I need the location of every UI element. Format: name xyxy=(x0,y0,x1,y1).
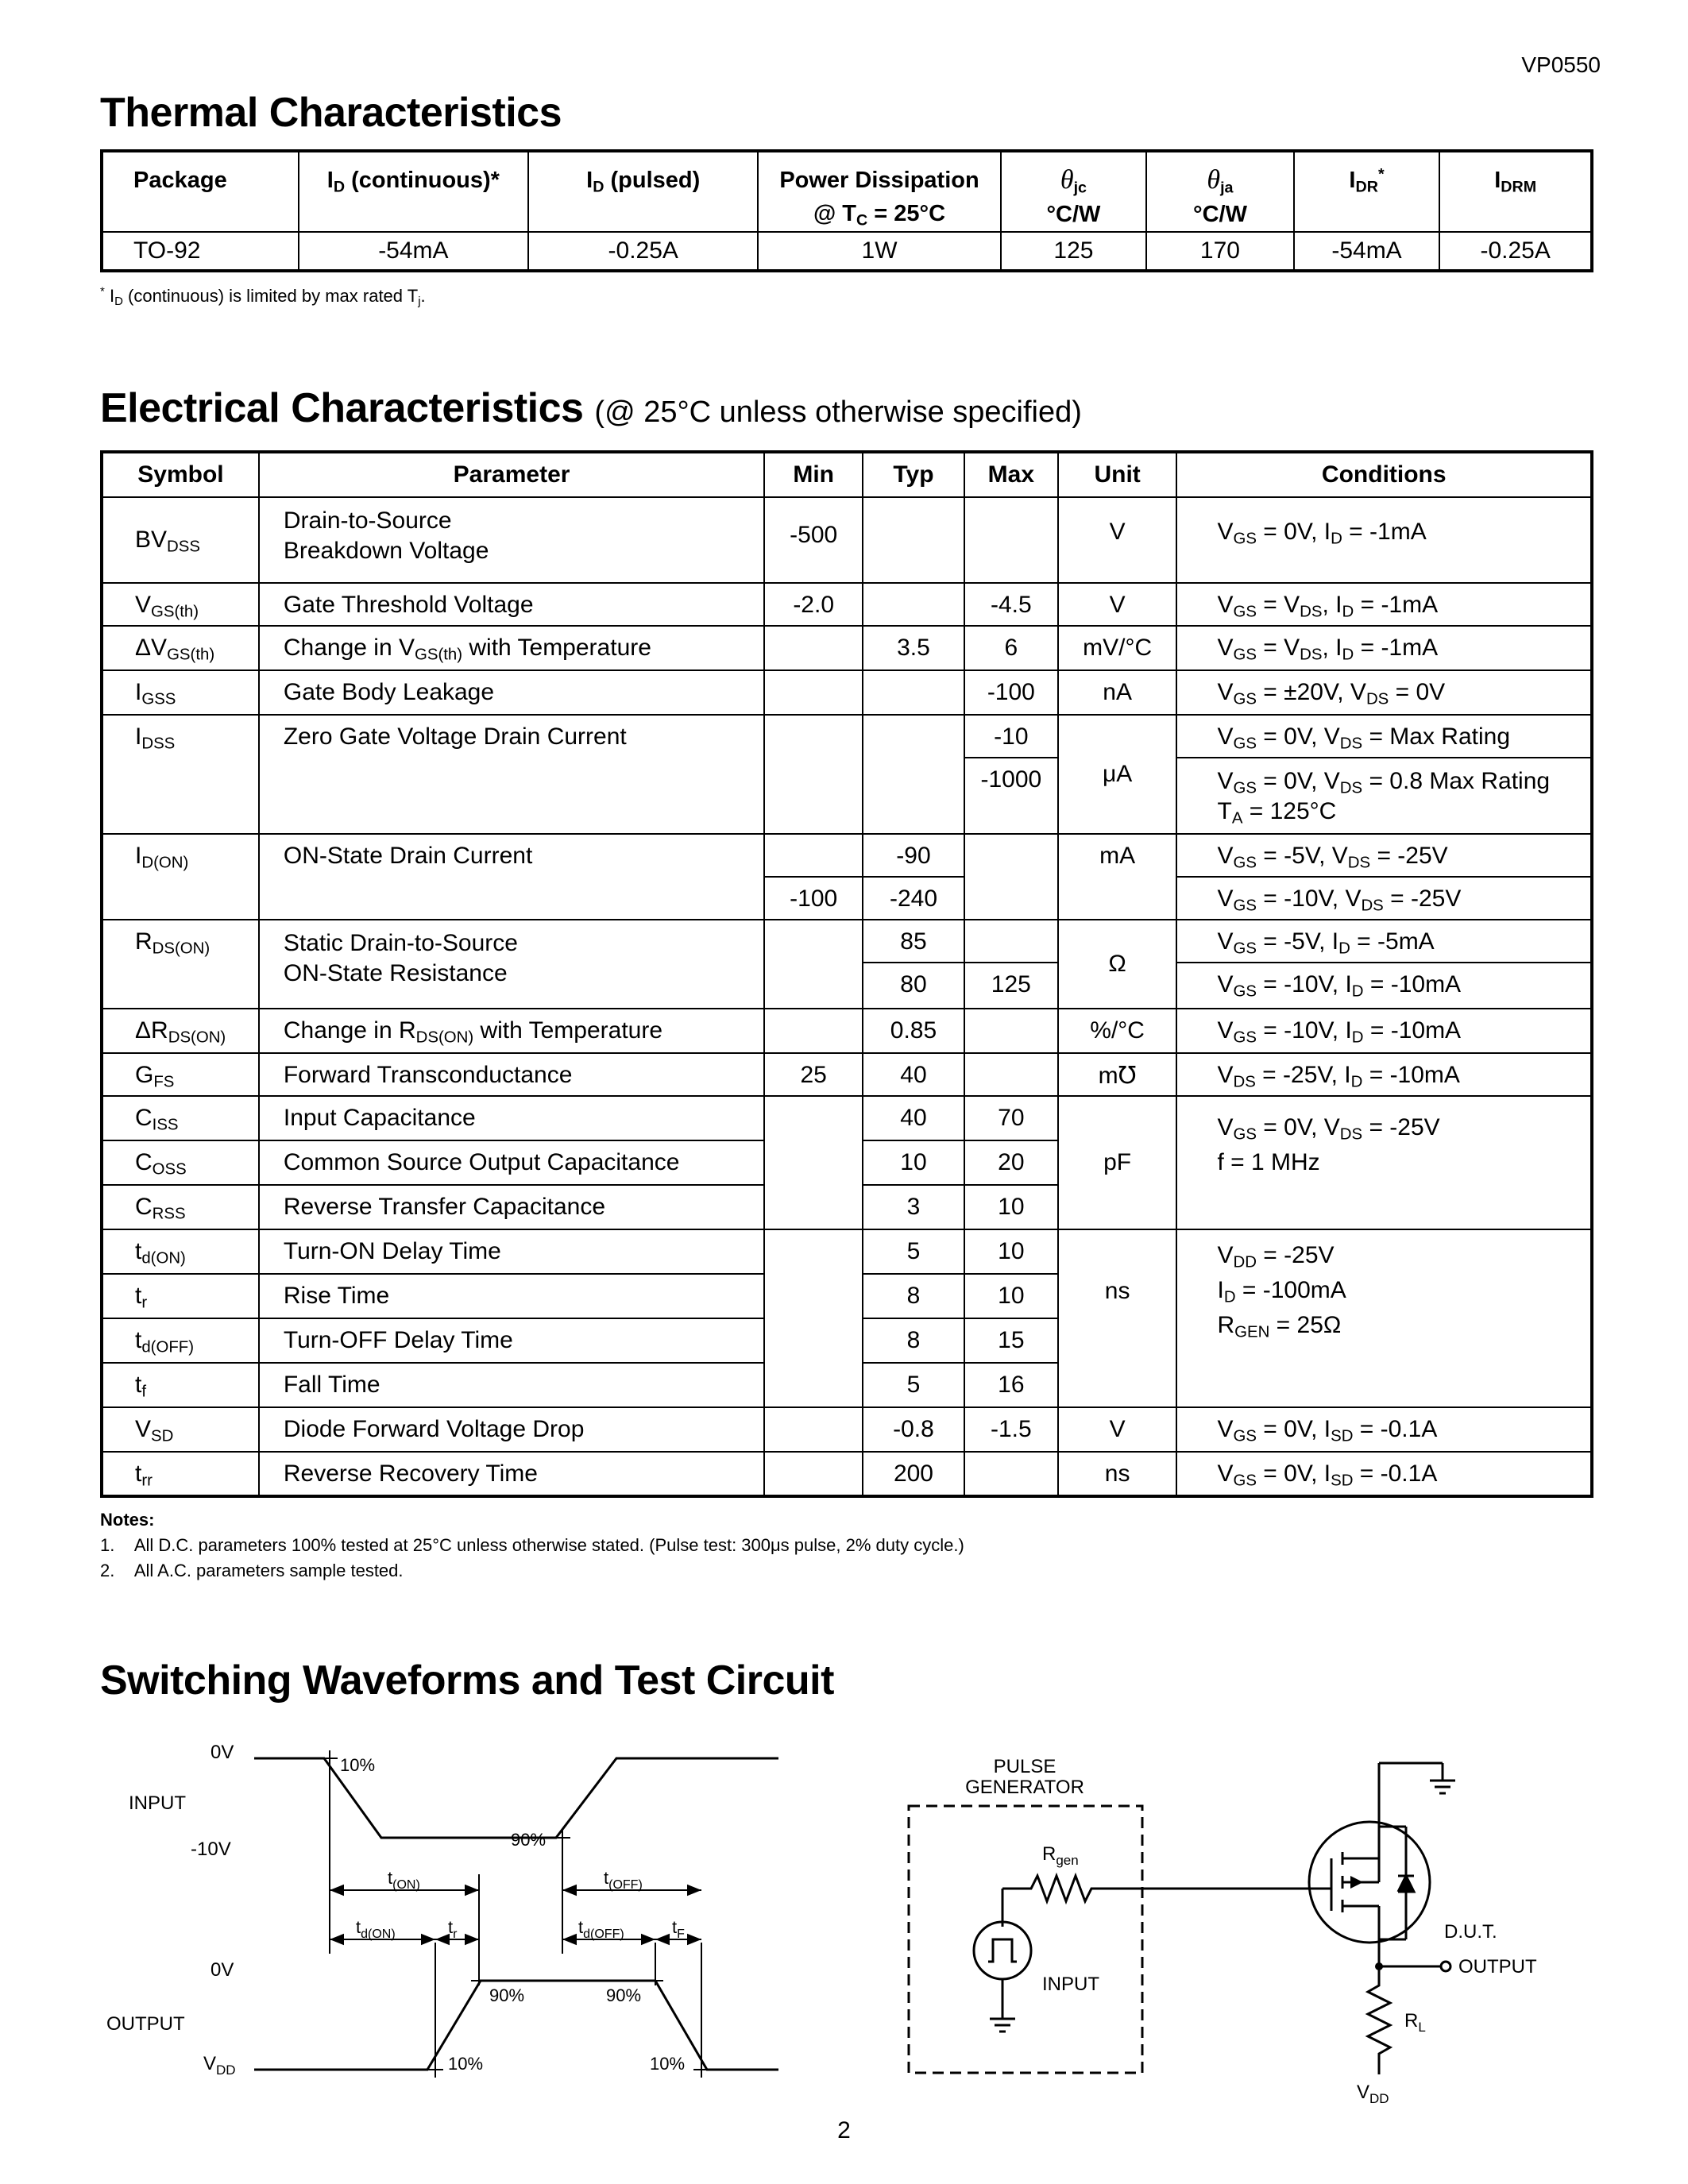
typ-ciss: 40 xyxy=(863,1096,964,1140)
row-vgsth xyxy=(102,583,1592,626)
symbol-trr: $t_{rr}$ xyxy=(102,1452,259,1496)
label-input-0v: 0V xyxy=(211,1742,234,1763)
param-drdson: Change in $R_{DS(ON)}$ with Temperature xyxy=(259,1009,764,1053)
max-igss: -100 xyxy=(964,670,1058,715)
th-parameter: Parameter xyxy=(259,452,764,497)
row-gfs xyxy=(102,1053,1592,1096)
min-idon-2: -100 xyxy=(764,877,863,920)
waveform-labels xyxy=(106,1742,685,2078)
symbol-vgsth: $V_{GS(th)}$ xyxy=(102,583,259,626)
max-idss-1: -10 xyxy=(964,715,1058,758)
max-vgsth: -4.5 xyxy=(964,583,1058,626)
param-bvdss: Drain-to-Source Breakdown Voltage xyxy=(259,497,764,583)
th-id-pulsed: $I_D$ (pulsed) xyxy=(528,151,758,232)
th-theta-ja: $\theta_{ja}$ °C/W xyxy=(1146,151,1294,232)
symbol-coss: $C_{OSS}$ xyxy=(102,1140,259,1185)
max-tf: 16 xyxy=(964,1363,1058,1407)
th-idr: $I_{DR}^*$ xyxy=(1294,151,1440,232)
unit-igss: nA xyxy=(1058,670,1177,715)
row-dvgsth xyxy=(102,626,1592,670)
page-number: 2 xyxy=(837,2117,851,2143)
cell-idrm: -0.25A xyxy=(1439,232,1592,271)
max-vsd: -1.5 xyxy=(964,1407,1058,1452)
param-crss: Reverse Transfer Capacitance xyxy=(259,1185,764,1229)
row-bvdss xyxy=(102,497,1592,583)
load-resistor xyxy=(1368,1966,1390,2074)
label-tdon: $t_{d(ON)}$ xyxy=(356,1917,396,1941)
th-id-continuous: $I_D$ (continuous)* xyxy=(299,151,529,232)
th-theta-jc: $\theta_{jc}$ °C/W xyxy=(1001,151,1147,232)
cell-id-pulsed: -0.25A xyxy=(528,232,758,271)
thermal-table xyxy=(100,149,1593,272)
symbol-tdon: $t_{d(ON)}$ xyxy=(102,1229,259,1274)
cond-capacitance: $V_{GS} = 0V$, $V_{DS} = -25V$ f = 1 MHz xyxy=(1176,1096,1592,1229)
max-idss-2: -1000 xyxy=(964,758,1058,834)
thermal-title: Thermal Characteristics xyxy=(100,90,562,136)
th-power-dissipation: Power Dissipation @ $T_C = 25^\circ C$ xyxy=(758,151,1000,232)
typ-rdson-1: 85 xyxy=(863,920,964,963)
max-tr: 10 xyxy=(964,1274,1058,1318)
row-rdson-1 xyxy=(102,920,1592,963)
symbol-rdson: $R_{DS(ON)}$ xyxy=(102,920,259,1009)
unit-bvdss: V xyxy=(1058,497,1177,583)
th-conditions: Conditions xyxy=(1176,452,1592,497)
typ-tf: 5 xyxy=(863,1363,964,1407)
symbol-gfs: $G_{FS}$ xyxy=(102,1053,259,1096)
typ-rdson-2: 80 xyxy=(863,963,964,1009)
label-tf: $t_F$ xyxy=(672,1917,685,1941)
param-tdon: Turn-ON Delay Time xyxy=(259,1229,764,1274)
label-input-minus10v: -10V xyxy=(191,1839,231,1860)
th-package: Package xyxy=(102,151,299,232)
cond-idss-1: $V_{GS} = 0V$, $V_{DS}$ = Max Rating xyxy=(1176,715,1592,758)
param-gfs: Forward Transconductance xyxy=(259,1053,764,1096)
cond-idon-1: $V_{GS} = -5V$, $V_{DS} = -25V$ xyxy=(1176,834,1592,877)
label-input: INPUT xyxy=(129,1792,186,1814)
symbol-ciss: $C_{ISS}$ xyxy=(102,1096,259,1140)
notes-title: Notes: xyxy=(100,1510,155,1530)
document-id: VP0550 xyxy=(1521,52,1601,77)
row-idss-1 xyxy=(102,715,1592,758)
label-output: OUTPUT xyxy=(106,2013,185,2035)
max-coss: 20 xyxy=(964,1140,1058,1185)
typ-tr: 8 xyxy=(863,1274,964,1318)
cond-idon-2: $V_{GS} = -10V$, $V_{DS} = -25V$ xyxy=(1176,877,1592,920)
symbol-vsd: $V_{SD}$ xyxy=(102,1407,259,1452)
max-tdoff: 15 xyxy=(964,1318,1058,1363)
electrical-table xyxy=(100,450,1593,1498)
label-ton: $t_{(ON)}$ xyxy=(388,1868,420,1892)
param-tdoff: Turn-OFF Delay Time xyxy=(259,1318,764,1363)
label-90pct-a: 90% xyxy=(511,1830,547,1850)
row-igss xyxy=(102,670,1592,715)
max-ciss: 70 xyxy=(964,1096,1058,1140)
symbol-tdoff: $t_{d(OFF)}$ xyxy=(102,1318,259,1363)
electrical-subtitle: (@ 25°C unless otherwise specified) xyxy=(594,396,1082,429)
typ-crss: 3 xyxy=(863,1185,964,1229)
electrical-header-row xyxy=(102,452,1592,497)
symbol-idss: $I_{DSS}$ xyxy=(102,715,259,834)
waveforms xyxy=(254,1758,778,2070)
label-gen-input: INPUT xyxy=(1042,1974,1099,1995)
typ-tdoff: 8 xyxy=(863,1318,964,1363)
th-max: Max xyxy=(964,452,1058,497)
switching-title: Switching Waveforms and Test Circuit xyxy=(100,1657,834,1704)
symbol-crss: $C_{RSS}$ xyxy=(102,1185,259,1229)
typ-drdson: 0.85 xyxy=(863,1009,964,1053)
typ-tdon: 5 xyxy=(863,1229,964,1274)
switching-diagram xyxy=(0,1707,1688,2120)
cond-vgsth: $V_{GS} = V_{DS}$, $I_D = -1mA$ xyxy=(1176,583,1592,626)
row-tdon xyxy=(102,1229,1592,1274)
max-crss: 10 xyxy=(964,1185,1058,1229)
cond-gfs: $V_{DS} = -25V$, $I_D = -10mA$ xyxy=(1176,1053,1592,1096)
param-idss: Zero Gate Voltage Drain Current xyxy=(259,715,764,834)
param-vsd: Diode Forward Voltage Drop xyxy=(259,1407,764,1452)
cond-drdson: $V_{GS} = -10V$, $I_D = -10mA$ xyxy=(1176,1009,1592,1053)
label-tdoff: $t_{d(OFF)}$ xyxy=(578,1917,624,1941)
cell-id-continuous: -54mA xyxy=(299,232,529,271)
unit-switching: ns xyxy=(1058,1229,1177,1407)
th-symbol: Symbol xyxy=(102,452,259,497)
typ-coss: 10 xyxy=(863,1140,964,1185)
unit-vsd: V xyxy=(1058,1407,1177,1452)
symbol-dvgsth: $\Delta V_{GS(th)}$ xyxy=(102,626,259,670)
max-tdon: 10 xyxy=(964,1229,1058,1274)
cell-idr: -54mA xyxy=(1294,232,1440,271)
rgen-resistor xyxy=(1002,1876,1306,1901)
th-unit: Unit xyxy=(1058,452,1177,497)
cell-package: TO-92 xyxy=(102,232,299,271)
typ-idon-1: -90 xyxy=(863,834,964,877)
timing-markers xyxy=(322,1750,709,2078)
cell-theta-ja: 170 xyxy=(1146,232,1294,271)
label-dut: D.U.T. xyxy=(1444,1921,1497,1943)
pulse-generator-box xyxy=(909,1806,1142,2073)
param-ciss: Input Capacitance xyxy=(259,1096,764,1140)
label-90pct-b: 90% xyxy=(489,1985,525,2005)
cond-bvdss: $V_{GS} = 0V$, $I_D = -1mA$ xyxy=(1176,497,1592,583)
typ-gfs: 40 xyxy=(863,1053,964,1096)
unit-dvgsth: mV/°C xyxy=(1058,626,1177,670)
unit-trr: ns xyxy=(1058,1452,1177,1496)
param-dvgsth: Change in $V_{GS(th)}$ with Temperature xyxy=(259,626,764,670)
label-pulse: PULSE xyxy=(993,1756,1056,1777)
symbol-idon: $I_{D(ON)}$ xyxy=(102,834,259,920)
max-dvgsth: 6 xyxy=(964,626,1058,670)
param-coss: Common Source Output Capacitance xyxy=(259,1140,764,1185)
symbol-tr: $t_r$ xyxy=(102,1274,259,1318)
label-rl: $R_L$ xyxy=(1404,2010,1426,2035)
label-circuit-output: OUTPUT xyxy=(1458,1956,1537,1978)
label-10pct-b: 10% xyxy=(448,2054,484,2074)
cell-theta-jc: 125 xyxy=(1001,232,1147,271)
cell-power-dissipation: 1W xyxy=(758,232,1000,271)
symbol-drdson: $\Delta R_{DS(ON)}$ xyxy=(102,1009,259,1053)
label-generator: GENERATOR xyxy=(965,1777,1084,1798)
symbol-igss: $I_{GSS}$ xyxy=(102,670,259,715)
param-tf: Fall Time xyxy=(259,1363,764,1407)
th-idrm: $I_{DRM}$ xyxy=(1439,151,1592,232)
param-tr: Rise Time xyxy=(259,1274,764,1318)
param-idon: ON-State Drain Current xyxy=(259,834,764,920)
unit-rdson: Ω xyxy=(1058,920,1177,1009)
cond-trr: $V_{GS} = 0V$, $I_{SD} = -0.1A$ xyxy=(1176,1452,1592,1496)
thermal-data-row xyxy=(102,232,1592,271)
test-circuit xyxy=(909,1756,1537,2106)
cond-dvgsth: $V_{GS} = V_{DS}$, $I_D = -1mA$ xyxy=(1176,626,1592,670)
input-waveform xyxy=(254,1758,778,1838)
max-rdson-2: 125 xyxy=(964,963,1058,1009)
unit-idon: mA xyxy=(1058,834,1177,920)
thermal-header-row xyxy=(102,151,1592,232)
label-tr: $t_r$ xyxy=(448,1917,458,1941)
label-toff: $t_{(OFF)}$ xyxy=(604,1868,643,1892)
cond-idss-2: $V_{GS} = 0V$, $V_{DS} = 0.8$ Max Rating $T_A = 125^\circ C$ xyxy=(1176,758,1592,834)
thermal-footnote: * $I_D$ (continuous) is limited by max rated $T_j$. xyxy=(100,284,426,309)
param-vgsth: Gate Threshold Voltage xyxy=(259,583,764,626)
unit-gfs: m℧ xyxy=(1058,1053,1177,1096)
symbol-tf: $t_f$ xyxy=(102,1363,259,1407)
cond-switching: $V_{DD} = -25V$ $I_D = -100mA$ $R_{GEN} = 25\Omega$ xyxy=(1176,1229,1592,1407)
generator-source xyxy=(974,1922,1031,1979)
min-bvdss: -500 xyxy=(764,497,863,583)
min-gfs: 25 xyxy=(764,1053,863,1096)
label-10pct-c: 10% xyxy=(650,2054,686,2074)
pulse-symbol xyxy=(988,1939,1017,1962)
row-vsd xyxy=(102,1407,1592,1452)
unit-drdson: %/°C xyxy=(1058,1009,1177,1053)
th-min: Min xyxy=(764,452,863,497)
unit-idss: μA xyxy=(1058,715,1177,834)
label-output-vdd: $V_{DD}$ xyxy=(203,2053,236,2078)
th-typ: Typ xyxy=(863,452,964,497)
typ-dvgsth: 3.5 xyxy=(863,626,964,670)
label-10pct-a: 10% xyxy=(340,1755,376,1775)
cond-igss: $V_{GS} = \pm 20V$, $V_{DS} = 0V$ xyxy=(1176,670,1592,715)
label-vdd: $V_{DD}$ xyxy=(1357,2082,1389,2106)
label-90pct-c: 90% xyxy=(606,1985,642,2005)
cond-rdson-2: $V_{GS} = -10V$, $I_D = -10mA$ xyxy=(1176,963,1592,1009)
cond-vsd: $V_{GS} = 0V$, $I_{SD} = -0.1A$ xyxy=(1176,1407,1592,1452)
cond-rdson-1: $V_{GS} = -5V$, $I_D = -5mA$ xyxy=(1176,920,1592,963)
typ-idon-2: -240 xyxy=(863,877,964,920)
param-rdson: Static Drain-to-Source ON-State Resistance xyxy=(259,920,764,1009)
symbol-bvdss: $BV_{DSS}$ xyxy=(102,497,259,583)
row-trr xyxy=(102,1452,1592,1496)
label-rgen: $R_{gen}$ xyxy=(1042,1843,1079,1868)
note-2: 2. All A.C. parameters sample tested. xyxy=(100,1561,404,1580)
row-idon-1 xyxy=(102,834,1592,877)
dut-mosfet xyxy=(1306,1763,1455,2074)
typ-vsd: -0.8 xyxy=(863,1407,964,1452)
unit-vgsth: V xyxy=(1058,583,1177,626)
param-trr: Reverse Recovery Time xyxy=(259,1452,764,1496)
label-output-0v: 0V xyxy=(211,1959,234,1981)
row-ciss xyxy=(102,1096,1592,1140)
notes xyxy=(100,1507,964,1584)
param-igss: Gate Body Leakage xyxy=(259,670,764,715)
typ-trr: 200 xyxy=(863,1452,964,1496)
electrical-title: Electrical Characteristics (@ 25°C unless otherwise specified) xyxy=(100,385,1082,431)
note-1: 1. All D.C. parameters 100% tested at 25°C unless otherwise stated. (Pulse test: 300μs pulse, 2% duty cycle.) xyxy=(100,1535,964,1555)
row-drdson xyxy=(102,1009,1592,1053)
min-vgsth: -2.0 xyxy=(764,583,863,626)
unit-capacitance: pF xyxy=(1058,1096,1177,1229)
